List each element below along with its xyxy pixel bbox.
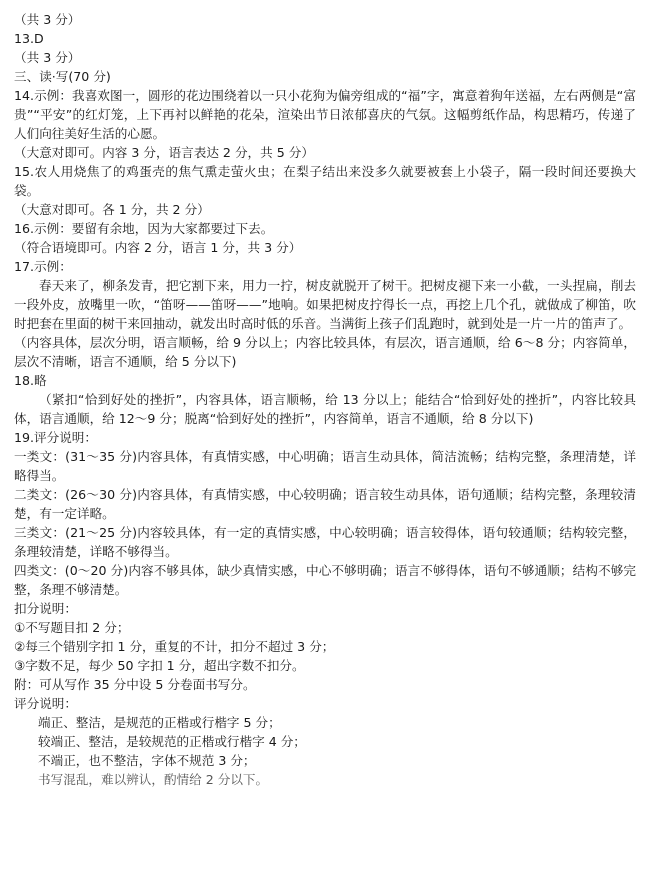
text-line: ①不写题目扣 2 分； xyxy=(14,620,130,635)
answer-paragraph: 15.农人用烧焦了的鸡蛋壳的焦气熏走萤火虫；在梨子结出来没多久就要被套上小袋子，隔一段时间还要换大袋。 xyxy=(14,164,636,198)
grading-paragraph: 二类文：(26～30 分)内容具体，有真情实感，中心较明确；语言较生动具体，语句通顺；结构完整，条理较清楚，有一定详略。 xyxy=(14,487,636,521)
grading-paragraph: 三类文：(21～25 分)内容较具体，有一定的真情实感，中心较明确；语言较得体，语句较通顺；结构较完整，条理较清楚，详略不够得当。 xyxy=(14,525,636,559)
text-line: （共 3 分） xyxy=(14,50,81,65)
answer-paragraph: 14.示例：我喜欢图一，圆形的花边围绕着以一只小花狗为偏旁组成的“福”字，寓意着狗年送福，左右两侧是“富贵”“平安”的红灯笼，上下再衬以鲜艳的花朵，渲染出节日浓郁喜庆的气氛。这幅剪纸作品，构思精巧，传递了人们向往美好生活的心愿。 xyxy=(14,88,636,141)
section-heading: 三、读·写(70 分) xyxy=(14,69,111,84)
text-line: ②每三个错别字扣 1 分，重复的不计，扣分不超过 3 分； xyxy=(14,639,335,654)
text-line: （大意对即可。各 1 分，共 2 分） xyxy=(14,202,210,217)
grading-paragraph: 一类文：(31～35 分)内容具体，有真情实感，中心明确；语言生动具体，简洁流畅；结构完整，条理清楚，详略得当。 xyxy=(14,449,636,483)
text-line: 13.D xyxy=(14,31,44,46)
text-line: 16.示例：要留有余地，因为大家都要过下去。 xyxy=(14,221,274,236)
text-line: ③字数不足，每少 50 字扣 1 分，超出字数不扣分。 xyxy=(14,658,305,673)
text-line: （符合语境即可。内容 2 分，语言 1 分，共 3 分） xyxy=(14,240,302,255)
text-line: （大意对即可。内容 3 分，语言表达 2 分，共 5 分） xyxy=(14,145,314,160)
text-line: 端正、整洁，是规范的正楷或行楷字 5 分； xyxy=(38,715,281,730)
answer-document xyxy=(14,10,636,789)
text-line: 较端正、整洁，是较规范的正楷或行楷字 4 分； xyxy=(38,734,306,749)
text-line: 附：可从写作 35 分中设 5 分卷面书写分。 xyxy=(14,677,256,692)
text-line: （共 3 分） xyxy=(14,12,81,27)
grading-paragraph: 四类文：(0～20 分)内容不够具体，缺少真情实感，中心不够明确；语言不够得体，语句不够通顺；结构不够完整，条理不够清楚。 xyxy=(14,563,636,597)
text-line: 评分说明： xyxy=(14,696,77,711)
answer-paragraph: （紧扣“恰到好处的挫折”，内容具体，语言顺畅，给 13 分以上；能结合“恰到好处的挫折”，内容比较具体，语言通顺，给 12～9 分；脱离“恰到好处的挫折”，内容简单，语言不通顺，给 8 分以下) xyxy=(14,392,636,426)
answer-paragraph: 春天来了，柳条发青，把它割下来，用力一拧，树皮就脱开了树干。把树皮褪下来一小截，一头捏扁，削去一段外皮，放嘴里一吹，“笛呀——笛呀——”地响。如果把树皮拧得长一点，再挖上几个孔，就做成了柳笛，吹时把套在里面的树干来回抽动，就发出时高时低的乐音。当满街上孩子们乱跑时，就到处是一片一片的笛声了。 xyxy=(14,278,636,331)
text-line: 不端正，也不整洁，字体不规范 3 分； xyxy=(38,753,256,768)
text-line: 19.评分说明： xyxy=(14,430,97,445)
text-line: 17.示例： xyxy=(14,259,72,274)
text-line: 18.略 xyxy=(14,373,47,388)
text-line: 扣分说明： xyxy=(14,601,77,616)
answer-paragraph: （内容具体，层次分明，语言顺畅，给 9 分以上；内容比较具体，有层次，语言通顺，给 6～8 分；内容简单，层次不清晰，语言不通顺，给 5 分以下) xyxy=(14,335,636,369)
text-line: 书写混乱，难以辨认，酌情给 2 分以下。 xyxy=(38,772,269,787)
